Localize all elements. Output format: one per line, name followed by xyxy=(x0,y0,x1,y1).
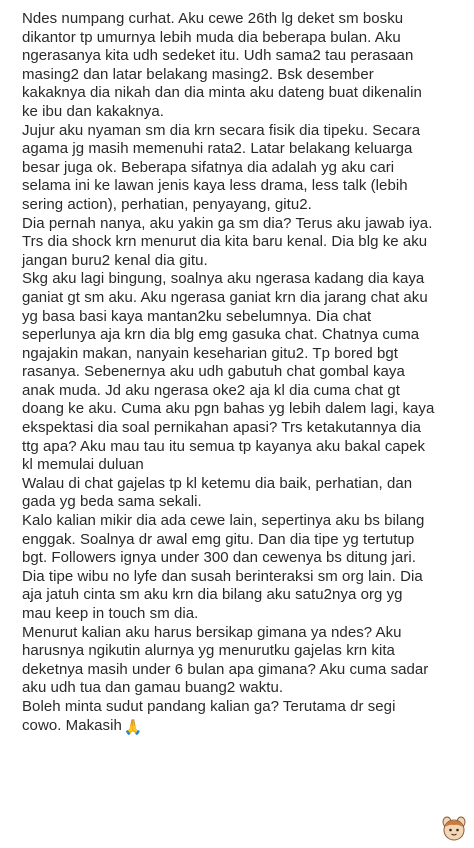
post-line: jangan buru2 kenal dia gitu. xyxy=(22,251,208,269)
post-line: Menurut kalian aku harus bersikap gimana ya ndes? Aku xyxy=(22,623,402,641)
post-line: Dia tipe wibu no lyfe dan susah berinteraksi sm org lain. Dia xyxy=(22,567,423,585)
post-line: Walau di chat gajelas tp kl ketemu dia baik, perhatian, dan xyxy=(22,474,413,492)
mascot-eye-left xyxy=(449,829,452,832)
post-line: Jujur aku nyaman sm dia krn secara fisik dia tipeku. Secara xyxy=(22,121,421,139)
post-line: kl memulai duluan xyxy=(22,456,144,474)
post-line: doang ke aku. Cuma aku pgn bahas yg lebih dalem lagi, kaya xyxy=(22,400,435,418)
post-line: sering action), perhatian, penyayang, gitu2. xyxy=(22,195,312,213)
cartoon-mascot-icon xyxy=(440,814,468,842)
post-closing-text: cowo. Makasih xyxy=(22,716,122,734)
post-line: ekspektasi dia soal pernikahan apasi? Trs ketakutannya dia xyxy=(22,419,421,437)
post-line: Dia pernah nanya, aku yakin ga sm dia? Terus aku jawab iya. xyxy=(22,214,433,232)
post-line: dikantor tp umurnya lebih muda dia beberapa bulan. Aku xyxy=(22,28,401,46)
post-line: agama jg masih memenuhi rata2. Latar belakang keluarga xyxy=(22,140,413,158)
post-line: ngerasanya kita udh sedeket itu. Udh sama2 tau perasaan xyxy=(22,47,414,65)
post-line: harusnya ngikutin alurnya yg menurutku gajelas krn kita xyxy=(22,642,395,660)
post-line: Ndes numpang curhat. Aku cewe 26th lg deket sm bosku xyxy=(22,10,404,27)
post-line: kakaknya dia nikah dan dia minta aku dateng buat dikenalin xyxy=(22,84,422,102)
post-line: gada yg beda sama sekali. xyxy=(22,493,202,511)
post-line: selama ini ke lawan jenis kaya less drama, less talk (lebih xyxy=(22,177,408,195)
post-line: yg basa basi kaya mantan2ku sebelumnya. Dia chat xyxy=(22,307,372,325)
post-line: rasanya. Sebenernya aku udh gabutuh chat gombal kaya xyxy=(22,363,405,381)
post-line: Skg aku lagi bingung, soalnya aku ngerasa kadang dia kaya xyxy=(22,270,425,288)
post-body xyxy=(22,10,468,737)
post-line-last xyxy=(22,717,468,738)
post-line: anak muda. Jd aku ngerasa oke2 aja kl dia cuma chat gt xyxy=(22,381,400,399)
post-line: Trs dia shock krn menurut dia kita baru kenal. Dia blg ke aku xyxy=(22,233,428,251)
post-line: seperlunya aja krn dia blg emg gasuka chat. Chatnya cuma xyxy=(22,326,420,344)
post-line: besar juga ok. Beberapa sifatnya dia adalah yg aku cari xyxy=(22,158,395,176)
pray-icon: 🙏 xyxy=(123,718,143,736)
post-line: bgt. Followers ignya under 300 dan cewenya bs ditung jari. xyxy=(22,549,416,567)
mascot-eye-right xyxy=(456,829,459,832)
post-line: masing2 dan latar belakang masing2. Bsk desember xyxy=(22,65,374,83)
post-line: ttg apa? Aku mau tau itu semua tp kayanya aku bakal capek xyxy=(22,437,426,455)
post-line: aku udh tua dan gamau buang2 waktu. xyxy=(22,679,284,697)
post-line: deketnya masih under 6 bulan apa gimana? Aku cuma sadar xyxy=(22,660,429,678)
post-line: ke ibu dan kakaknya. xyxy=(22,102,164,120)
post-line: Boleh minta sudut pandang kalian ga? Terutama dr segi xyxy=(22,697,396,715)
post-line: aja jatuh cinta sm aku krn dia bilang aku satu2nya org yg xyxy=(22,586,403,604)
post-line: Kalo kalian mikir dia ada cewe lain, sepertinya aku bs bilang xyxy=(22,512,425,530)
post-line: ngajakin makan, nanyain keseharian gitu2. Tp bored bgt xyxy=(22,344,399,362)
post-line: mau keep in touch sm dia. xyxy=(22,605,199,622)
post-line: ganiat gt sm aku. Aku ngerasa ganiat krn dia jarang chat aku xyxy=(22,288,428,306)
post-line: enggak. Soalnya dr awal emg gitu. Dan dia tipe yg tertutup xyxy=(22,530,415,548)
